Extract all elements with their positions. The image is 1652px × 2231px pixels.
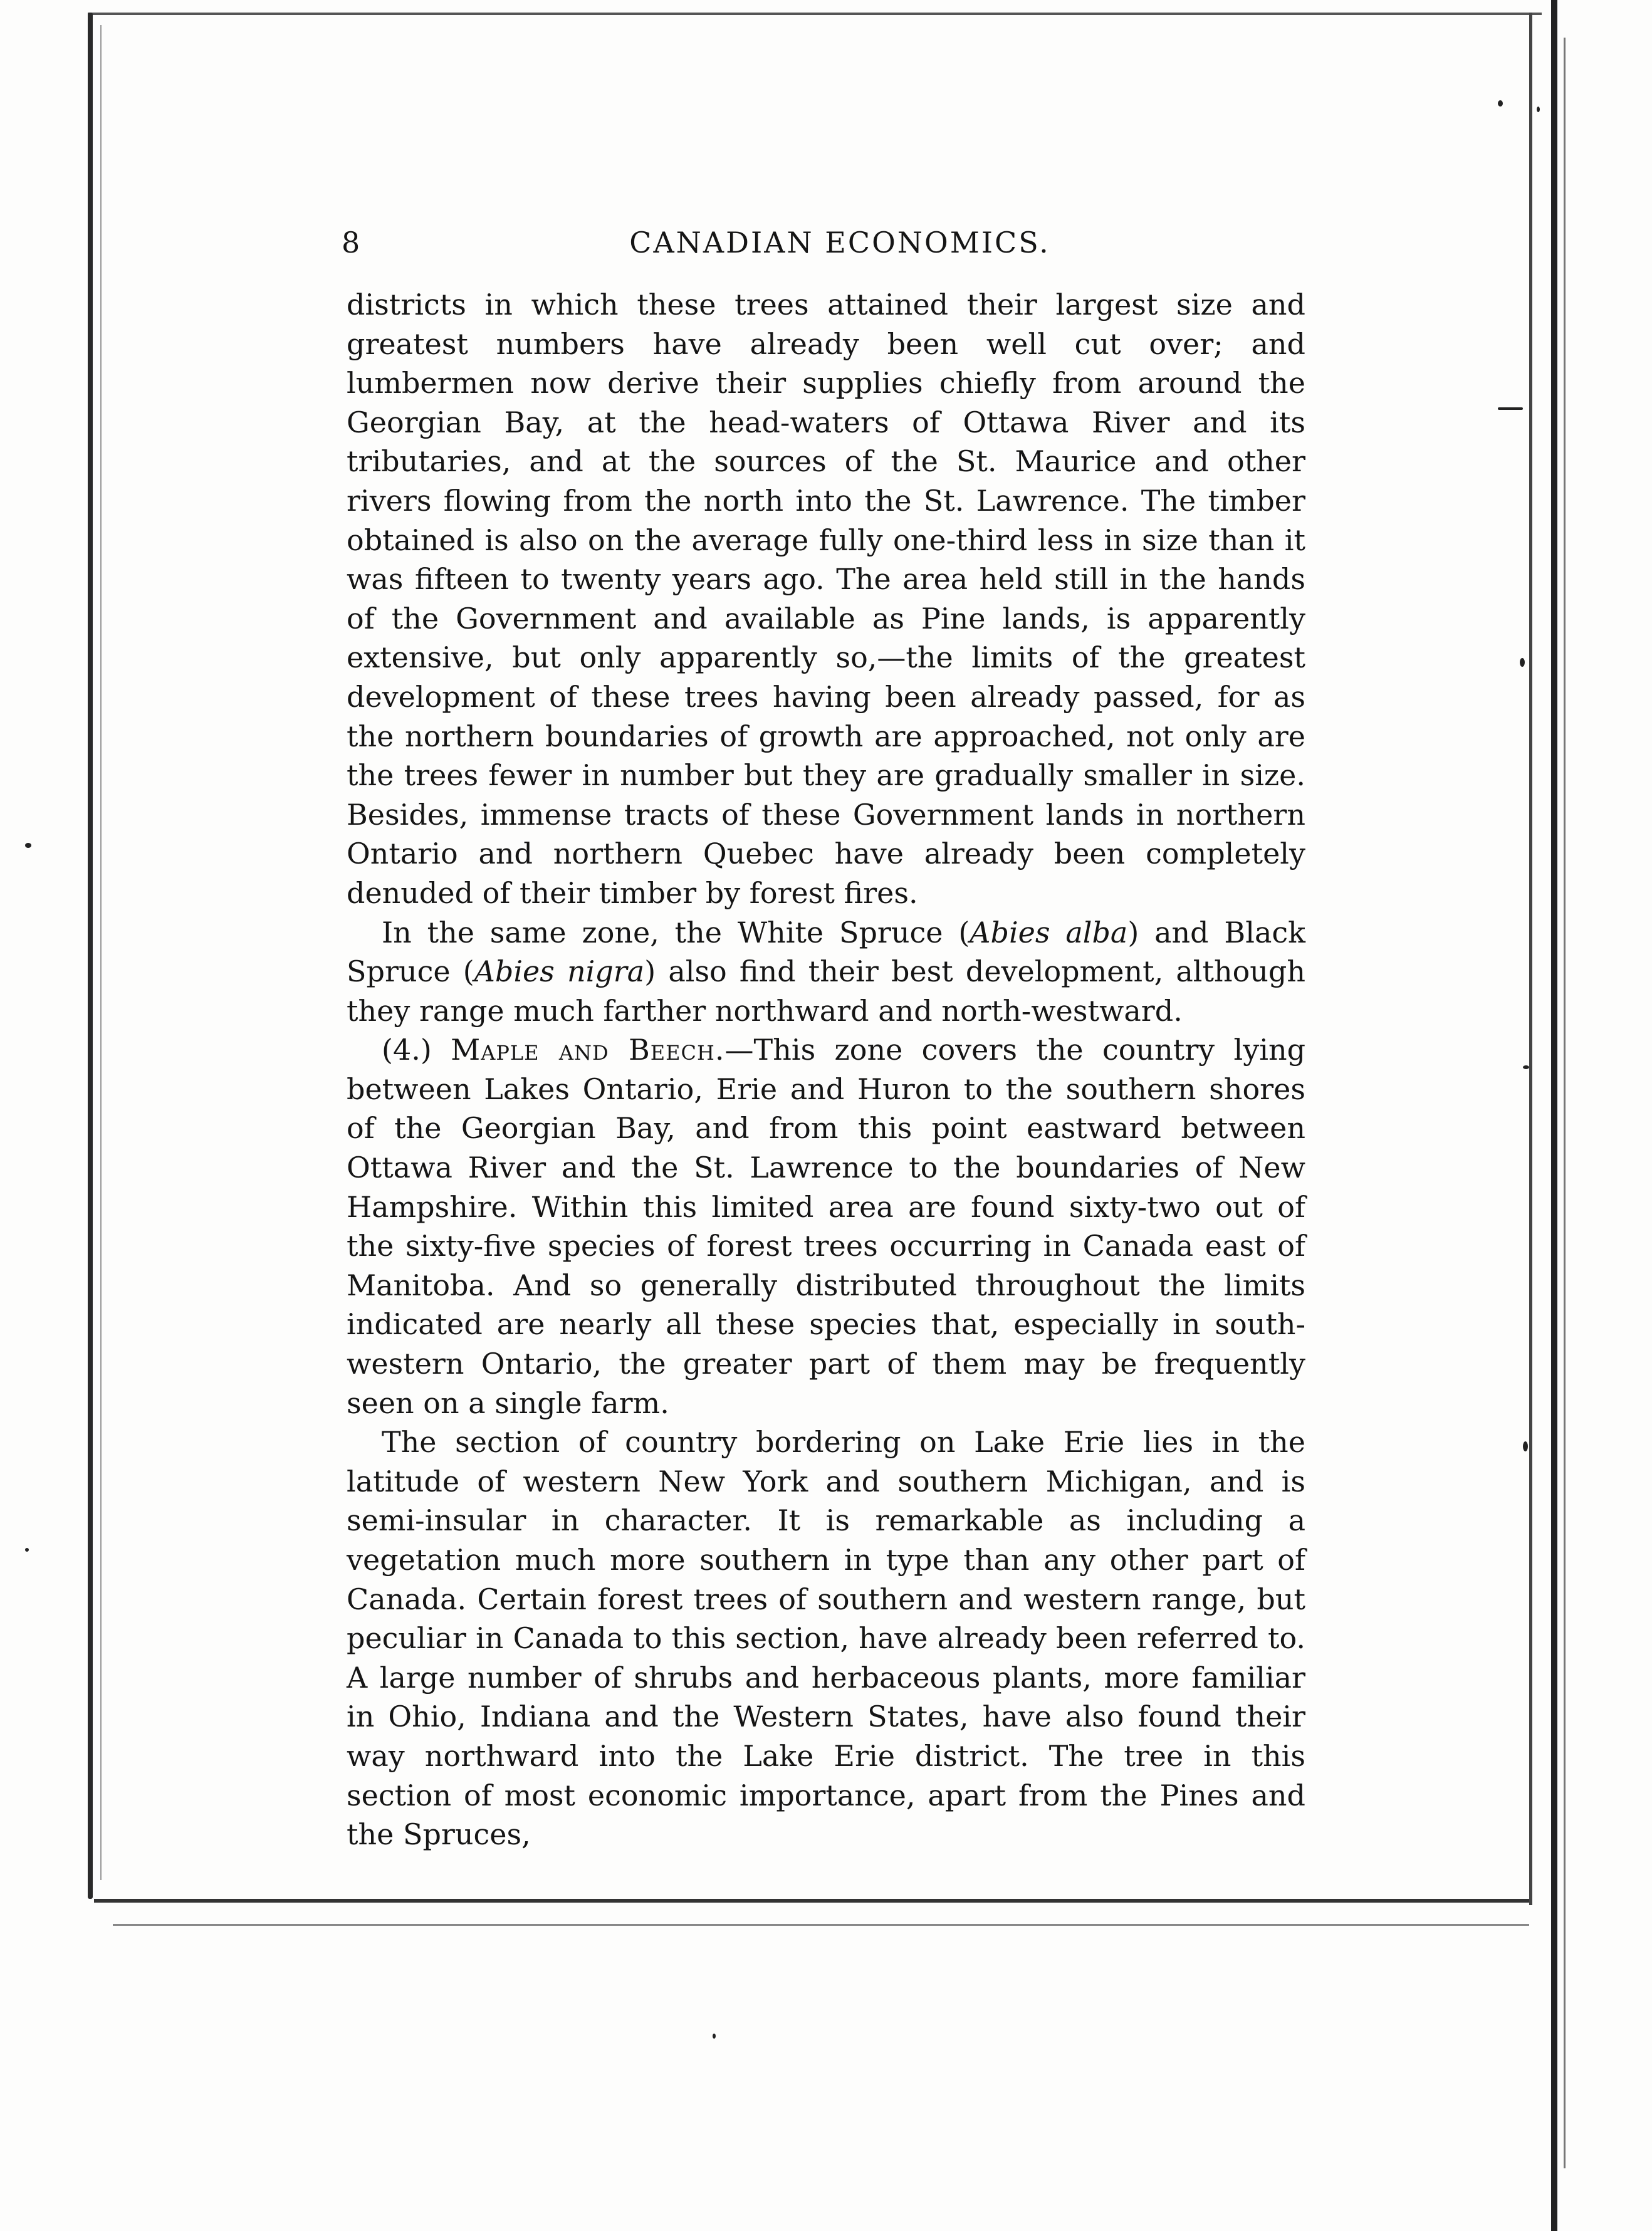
paragraph-2 (347, 913, 1305, 1031)
binding-edge-inner (1564, 38, 1566, 2168)
paragraph-3-text: —This zone covers the country lying between Lakes Ontario, Erie and Huron to the southern shores of the Georgian Bay, and from this point eastward between Ottawa River and the St. Lawrence to the boundaries of New Hampshire. Within this limited area are found sixty-two out of the sixty-five species of forest trees occurring in Canada east of Manitoba. And so generally distributed throughout the limits indicated are nearly all these species that, especially in south-western Ontario, the greater part of them may be frequently seen on a single farm. (347, 1033, 1306, 1420)
paragraph-2-text-b: ) and Black Spruce ( (347, 915, 1305, 989)
page-edge-left (88, 13, 93, 1899)
page-edge-top (88, 13, 1542, 15)
paragraph-4: The section of country bordering on Lake Erie lies in the latitude of western New York and southern Michigan, and is semi-insular in character. It is remarkable as including a vegetation much more southern in type than any other part of Canada. Certain forest trees of southern and western range, but peculiar in Canada to this section, have already been referred to. A large number of shrubs and herbaceous plants, more familiar in Ohio, Indiana and the Western States, have also found their way northward into the Lake Erie district. The tree in this section of most economic importance, apart from the Pines and the Spruces, (347, 1425, 1305, 1852)
binding-edge (1551, 0, 1557, 2231)
scan-speck (25, 843, 31, 848)
page-edge-left-inner (100, 25, 102, 1880)
scan-speck (1537, 107, 1540, 112)
paragraph-2-text-c: ) also find their best development, although they range much farther northward and north-westward. (347, 954, 1305, 1028)
scan-speck (1523, 1065, 1529, 1069)
paragraph-2-text-a: In the same zone, the White Spruce ( (382, 915, 970, 949)
page-header (342, 226, 1313, 269)
section-number: (4.) (382, 1033, 432, 1067)
page-edge-right (1529, 13, 1532, 1905)
scan-speck (1523, 1441, 1528, 1451)
page-edge-bottom (94, 1899, 1529, 1903)
paragraph-3 (347, 1030, 1305, 1423)
species-name-black-spruce: Abies nigra (474, 954, 645, 989)
page-edge-bottom-inner (113, 1924, 1529, 1926)
scan-speck (25, 1548, 29, 1552)
page-number: 8 (342, 226, 360, 259)
scan-speck (1498, 100, 1503, 107)
species-name-white-spruce: Abies alba (970, 915, 1128, 949)
running-head: CANADIAN ECONOMICS. (629, 226, 1050, 259)
scan-speck (713, 2034, 716, 2039)
scan-speck (1520, 658, 1525, 667)
body-text (347, 285, 1305, 1854)
paragraph-1: districts in which these trees attained their largest size and greatest numbers have already been well cut over; and lumbermen now derive their supplies chiefly from around the Georgian Bay, at the head-waters of Ottawa River and its tributaries, and at the sources of the St. Maurice and other rivers flowing from the north into the St. Lawrence. The timber obtained is also on the average fully one-third less in size than it was fifteen to twenty years ago. The area held still in the hands of the Government and available as Pine lands, is apparently extensive, but only apparently so,—the limits of the greatest development of these trees having been already passed, for as the northern boundaries of growth are approached, not only are the trees fewer in number but they are gradually smaller in size. Besides, immense tracts of these Government lands in northern Ontario and northern Quebec have already been completely denuded of their timber by forest fires. (347, 288, 1305, 910)
scan-speck (1498, 407, 1523, 410)
section-heading: Maple and Beech. (451, 1033, 725, 1067)
